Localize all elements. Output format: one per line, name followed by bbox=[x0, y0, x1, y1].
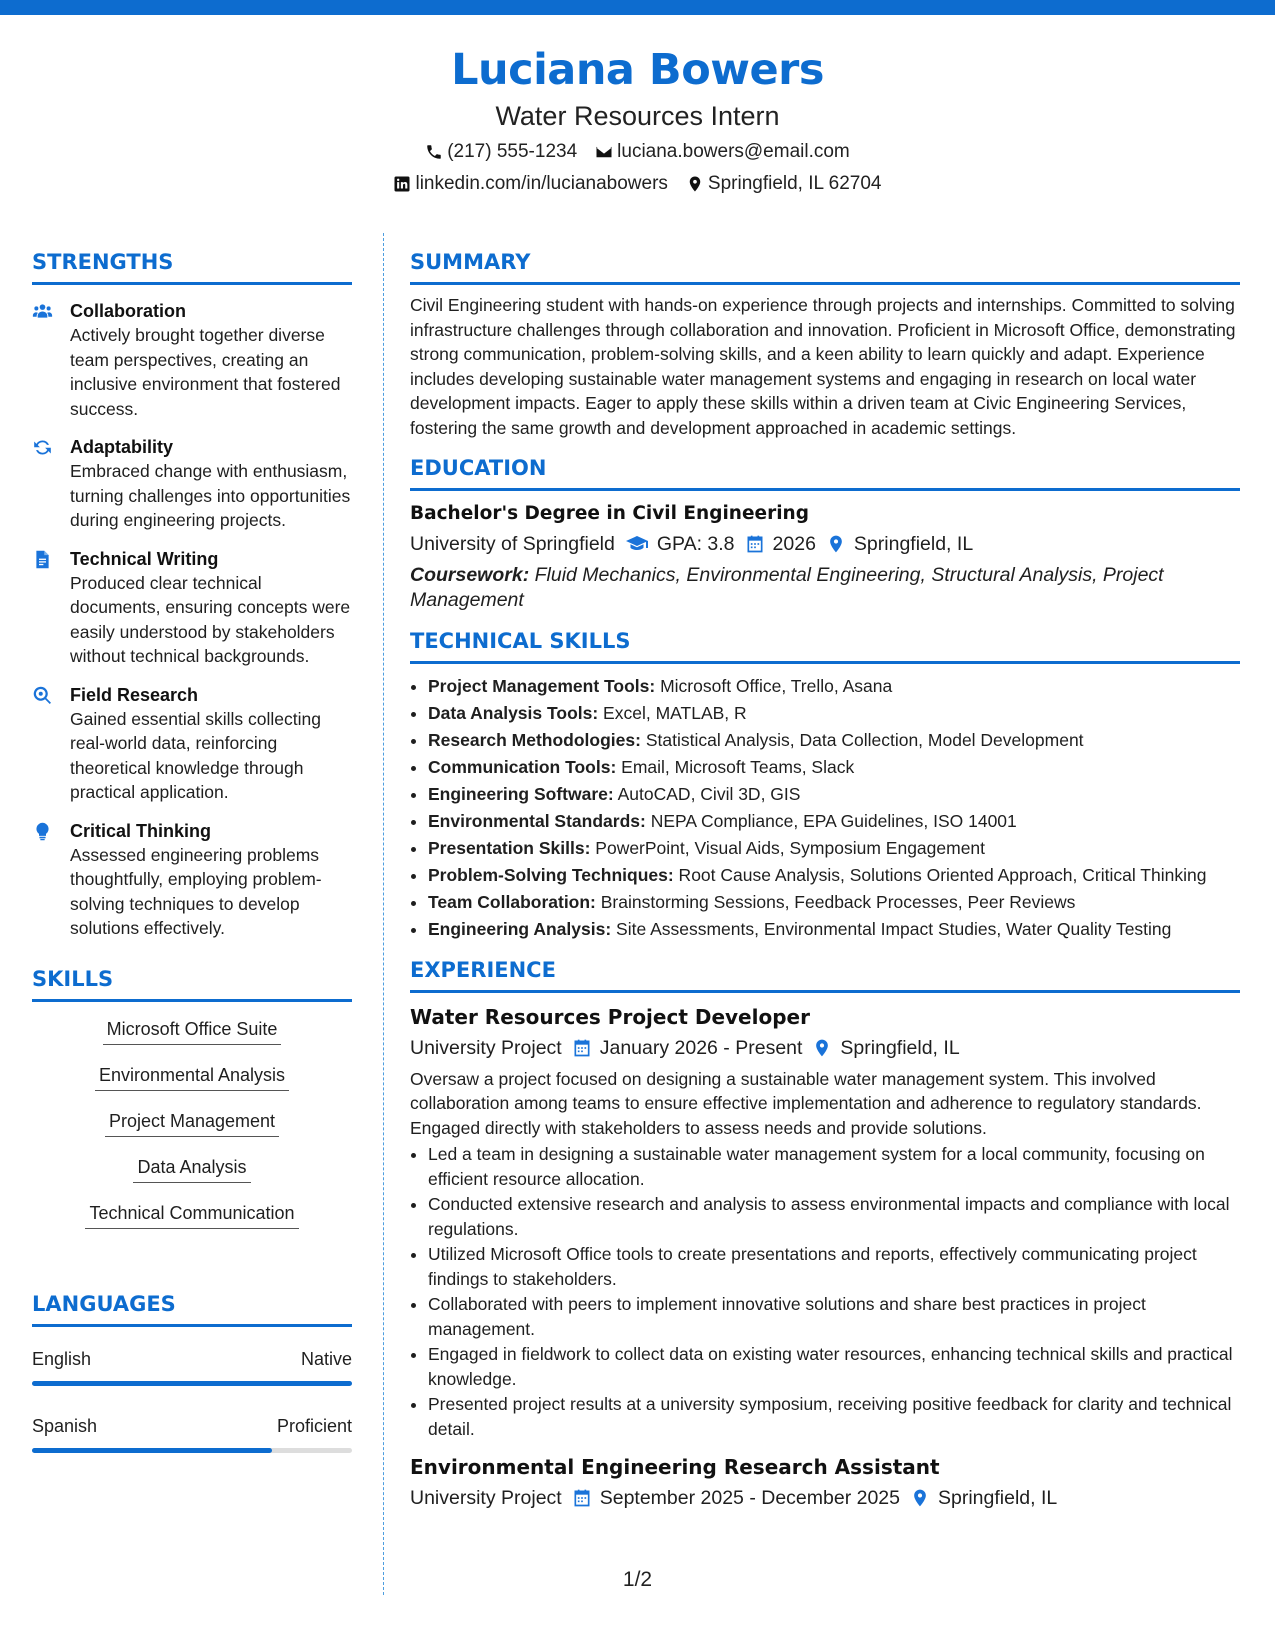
column-divider bbox=[383, 233, 384, 1595]
list-item bbox=[428, 728, 1240, 753]
list-item bbox=[428, 674, 1240, 699]
education-heading: EDUCATION bbox=[410, 454, 1240, 491]
top-accent-bar bbox=[0, 0, 1275, 15]
skill-values: Statistical Analysis, Data Collection, Model Development bbox=[640, 730, 1084, 750]
job-meta bbox=[410, 1483, 1240, 1513]
list-item bbox=[428, 782, 1240, 807]
gpa-text: GPA: 3.8 bbox=[656, 533, 735, 555]
strength-title: Collaboration bbox=[70, 301, 186, 321]
graduation-year: 2026 bbox=[772, 533, 816, 555]
list-item bbox=[428, 917, 1240, 942]
skill-tag: Environmental Analysis bbox=[95, 1062, 289, 1091]
strength-item bbox=[32, 683, 352, 805]
coursework-list: Fluid Mechanics, Environmental Engineering, Structural Analysis, Project Management bbox=[410, 564, 1164, 611]
job-title: Environmental Engineering Research Assistant bbox=[410, 1455, 940, 1479]
skill-category: Problem-Solving Techniques: bbox=[428, 865, 674, 885]
location-contact bbox=[686, 172, 882, 196]
strength-title: Technical Writing bbox=[70, 548, 219, 569]
degree-title: Bachelor's Degree in Civil Engineering bbox=[410, 503, 809, 524]
calendar-icon bbox=[745, 534, 765, 554]
job-title: Water Resources Project Developer bbox=[410, 1004, 810, 1029]
school-name: University of Springfield bbox=[410, 533, 615, 555]
map-pin-icon bbox=[812, 1038, 832, 1058]
document-icon bbox=[32, 549, 53, 570]
language-level: Native bbox=[300, 1348, 352, 1369]
summary-text: Civil Engineering student with hands-on experience through projects and internships. Committed to solving infrastructure challenges through collaboration and innovation. Proficient in Microsoft Office, demonstrating strong communication, problem-solving skills, and a keen ability to learn quickly and adapt. Experience includes developing sustainable water management systems and engaging in research on local water development impacts. Eager to apply these skills within a driven team at Civic Engineering Services, fostering the same growth and development approached in academic settings. bbox=[410, 295, 1236, 438]
list-item bbox=[428, 755, 1240, 780]
education-meta bbox=[410, 529, 1240, 559]
skill-category: Engineering Software: bbox=[428, 784, 614, 804]
refresh-icon bbox=[32, 437, 53, 458]
strength-title: Adaptability bbox=[70, 437, 174, 457]
skill-category: Engineering Analysis: bbox=[428, 919, 612, 939]
skill-values: NEPA Compliance, EPA Guidelines, ISO 14001 bbox=[645, 811, 1017, 831]
list-item: • Collaborated with peers to implement innovative solutions and share best practices in project management. bbox=[428, 1292, 1240, 1341]
phone-icon bbox=[425, 143, 443, 161]
skill-values: AutoCAD, Civil 3D, GIS bbox=[613, 784, 801, 804]
experience-heading: EXPERIENCE bbox=[410, 956, 1240, 993]
strength-description: Produced clear technical documents, ensuring concepts were easily understood by stakeholders without technical backgrounds. bbox=[70, 572, 351, 666]
technical-skills-heading: TECHNICAL SKILLS bbox=[410, 627, 1240, 664]
phone-text: (217) 555-1234 bbox=[447, 141, 578, 162]
language-level-fill bbox=[32, 1381, 352, 1386]
language-name: Spanish bbox=[32, 1415, 98, 1436]
map-pin-icon bbox=[910, 1488, 930, 1508]
left-column bbox=[32, 248, 352, 1453]
strength-item bbox=[32, 547, 352, 669]
language-level-bar bbox=[32, 1381, 352, 1386]
job-meta bbox=[410, 1033, 1240, 1063]
job-organization: University Project bbox=[410, 1487, 562, 1509]
job-dates: January 2026 - Present bbox=[599, 1036, 803, 1059]
skill-values: Excel, MATLAB, R bbox=[598, 703, 747, 723]
skill-values: Brainstorming Sessions, Feedback Processes, Peer Reviews bbox=[595, 892, 1076, 912]
language-item bbox=[32, 1347, 352, 1386]
list-item bbox=[428, 836, 1240, 861]
candidate-title: Water Resources Intern bbox=[495, 101, 780, 131]
skill-category: Research Methodologies: bbox=[428, 730, 641, 750]
skill-values: Root Cause Analysis, Solutions Oriented Approach, Critical Thinking bbox=[673, 865, 1207, 885]
summary-heading: SUMMARY bbox=[410, 248, 1240, 285]
contact-row-2 bbox=[0, 172, 1275, 196]
strength-description: Actively brought together diverse team perspectives, creating an inclusive environment that fostered success. bbox=[70, 325, 341, 419]
skill-category: Environmental Standards: bbox=[428, 811, 646, 831]
experience-section bbox=[410, 956, 1240, 1514]
strength-description: Assessed engineering problems thoughtfully, employing problem-solving techniques to develop solutions effectively. bbox=[70, 844, 322, 938]
email-contact[interactable] bbox=[595, 140, 850, 164]
linkedin-text: linkedin.com/in/lucianabowers bbox=[415, 173, 668, 194]
phone-contact[interactable] bbox=[425, 140, 577, 164]
strength-title: Field Research bbox=[70, 684, 199, 705]
job-entry bbox=[410, 1453, 1240, 1513]
strength-description: Embraced change with enthusiasm, turning challenges into opportunities during engineering projects. bbox=[70, 461, 351, 530]
users-icon bbox=[32, 301, 53, 322]
language-name: English bbox=[32, 1348, 92, 1369]
skill-category: Presentation Skills: bbox=[428, 838, 591, 858]
strength-item bbox=[32, 435, 352, 533]
skill-values: Email, Microsoft Teams, Slack bbox=[616, 757, 855, 777]
list-item: • Led a team in designing a sustainable water management system for a local community, focusing on efficient resource allocation. bbox=[428, 1142, 1240, 1191]
skills-heading: SKILLS bbox=[32, 965, 352, 1002]
technical-skills-section bbox=[410, 627, 1240, 942]
job-organization: University Project bbox=[410, 1036, 562, 1059]
resume-header bbox=[0, 40, 1275, 196]
skill-category: Project Management Tools: bbox=[428, 676, 656, 696]
map-pin-icon bbox=[826, 534, 846, 554]
education-section bbox=[410, 454, 1240, 613]
list-item bbox=[428, 701, 1240, 726]
list-item bbox=[428, 809, 1240, 834]
strength-description: Gained essential skills collecting real-world data, reinforcing theoretical knowledge through practical application. bbox=[70, 708, 321, 802]
strength-item bbox=[32, 299, 352, 421]
email-text: luciana.bowers@email.com bbox=[617, 141, 850, 162]
list-item: • Engaged in fieldwork to collect data on existing water resources, enhancing technical skills and practical knowledge. bbox=[428, 1342, 1240, 1391]
envelope-icon bbox=[595, 143, 613, 161]
technical-skills-list bbox=[410, 674, 1240, 942]
search-icon bbox=[32, 685, 53, 706]
languages-heading: LANGUAGES bbox=[32, 1290, 352, 1327]
candidate-name: Luciana Bowers bbox=[451, 45, 824, 95]
skill-tag: Project Management bbox=[105, 1108, 279, 1137]
skill-values: Site Assessments, Environmental Impact Studies, Water Quality Testing bbox=[611, 919, 1172, 939]
job-location: Springfield, IL bbox=[840, 1036, 960, 1059]
list-item: • Conducted extensive research and analysis to assess environmental impacts and compliance with local regulations. bbox=[428, 1192, 1240, 1241]
calendar-icon bbox=[572, 1038, 592, 1058]
job-entry bbox=[410, 1003, 1240, 1442]
list-item bbox=[428, 890, 1240, 915]
skill-tag: Technical Communication bbox=[85, 1200, 298, 1229]
strength-item bbox=[32, 819, 352, 941]
strength-title: Critical Thinking bbox=[70, 820, 212, 841]
language-level-bar bbox=[32, 1448, 352, 1453]
job-bullets bbox=[410, 1142, 1240, 1441]
skill-tag: Data Analysis bbox=[133, 1154, 250, 1183]
skill-category: Team Collaboration: bbox=[428, 892, 596, 912]
coursework-label: Coursework: bbox=[410, 564, 530, 586]
calendar-icon bbox=[572, 1488, 592, 1508]
strengths-heading: STRENGTHS bbox=[32, 248, 352, 285]
skill-values: PowerPoint, Visual Aids, Symposium Engagement bbox=[590, 838, 986, 858]
list-item: • Utilized Microsoft Office tools to create presentations and reports, effectively communicating project findings to stakeholders. bbox=[428, 1242, 1240, 1291]
page-number: 1/2 bbox=[622, 1568, 653, 1591]
job-dates: September 2025 - December 2025 bbox=[599, 1487, 900, 1509]
job-description: Oversaw a project focused on designing a sustainable water management system. This involved collaboration among teams to ensure effective implementation and adherence to regulatory standards. Engaged directly with stakeholders to assess needs and provide solutions. bbox=[410, 1068, 1202, 1138]
graduation-cap-icon bbox=[625, 532, 649, 556]
skill-tag: Microsoft Office Suite bbox=[103, 1016, 282, 1045]
job-location: Springfield, IL bbox=[937, 1487, 1058, 1509]
coursework bbox=[410, 563, 1240, 613]
skill-category: Communication Tools: bbox=[428, 757, 617, 777]
location-text: Springfield, IL 62704 bbox=[707, 173, 882, 194]
summary-section bbox=[410, 248, 1240, 440]
map-pin-icon bbox=[686, 175, 704, 193]
language-level: Proficient bbox=[276, 1415, 352, 1436]
school-location: Springfield, IL bbox=[853, 533, 974, 555]
list-item: • Presented project results at a university symposium, receiving positive feedback for clarity and technical detail. bbox=[428, 1392, 1240, 1441]
list-item bbox=[428, 863, 1240, 888]
contact-row-1 bbox=[0, 140, 1275, 164]
skills-list bbox=[32, 1016, 352, 1246]
linkedin-contact[interactable] bbox=[393, 172, 667, 196]
skill-category: Data Analysis Tools: bbox=[428, 703, 599, 723]
language-level-fill bbox=[32, 1448, 272, 1453]
lightbulb-icon bbox=[32, 821, 53, 842]
right-column bbox=[410, 248, 1240, 1527]
linkedin-icon bbox=[393, 175, 411, 193]
skill-values: Microsoft Office, Trello, Asana bbox=[655, 676, 893, 696]
language-item bbox=[32, 1414, 352, 1453]
